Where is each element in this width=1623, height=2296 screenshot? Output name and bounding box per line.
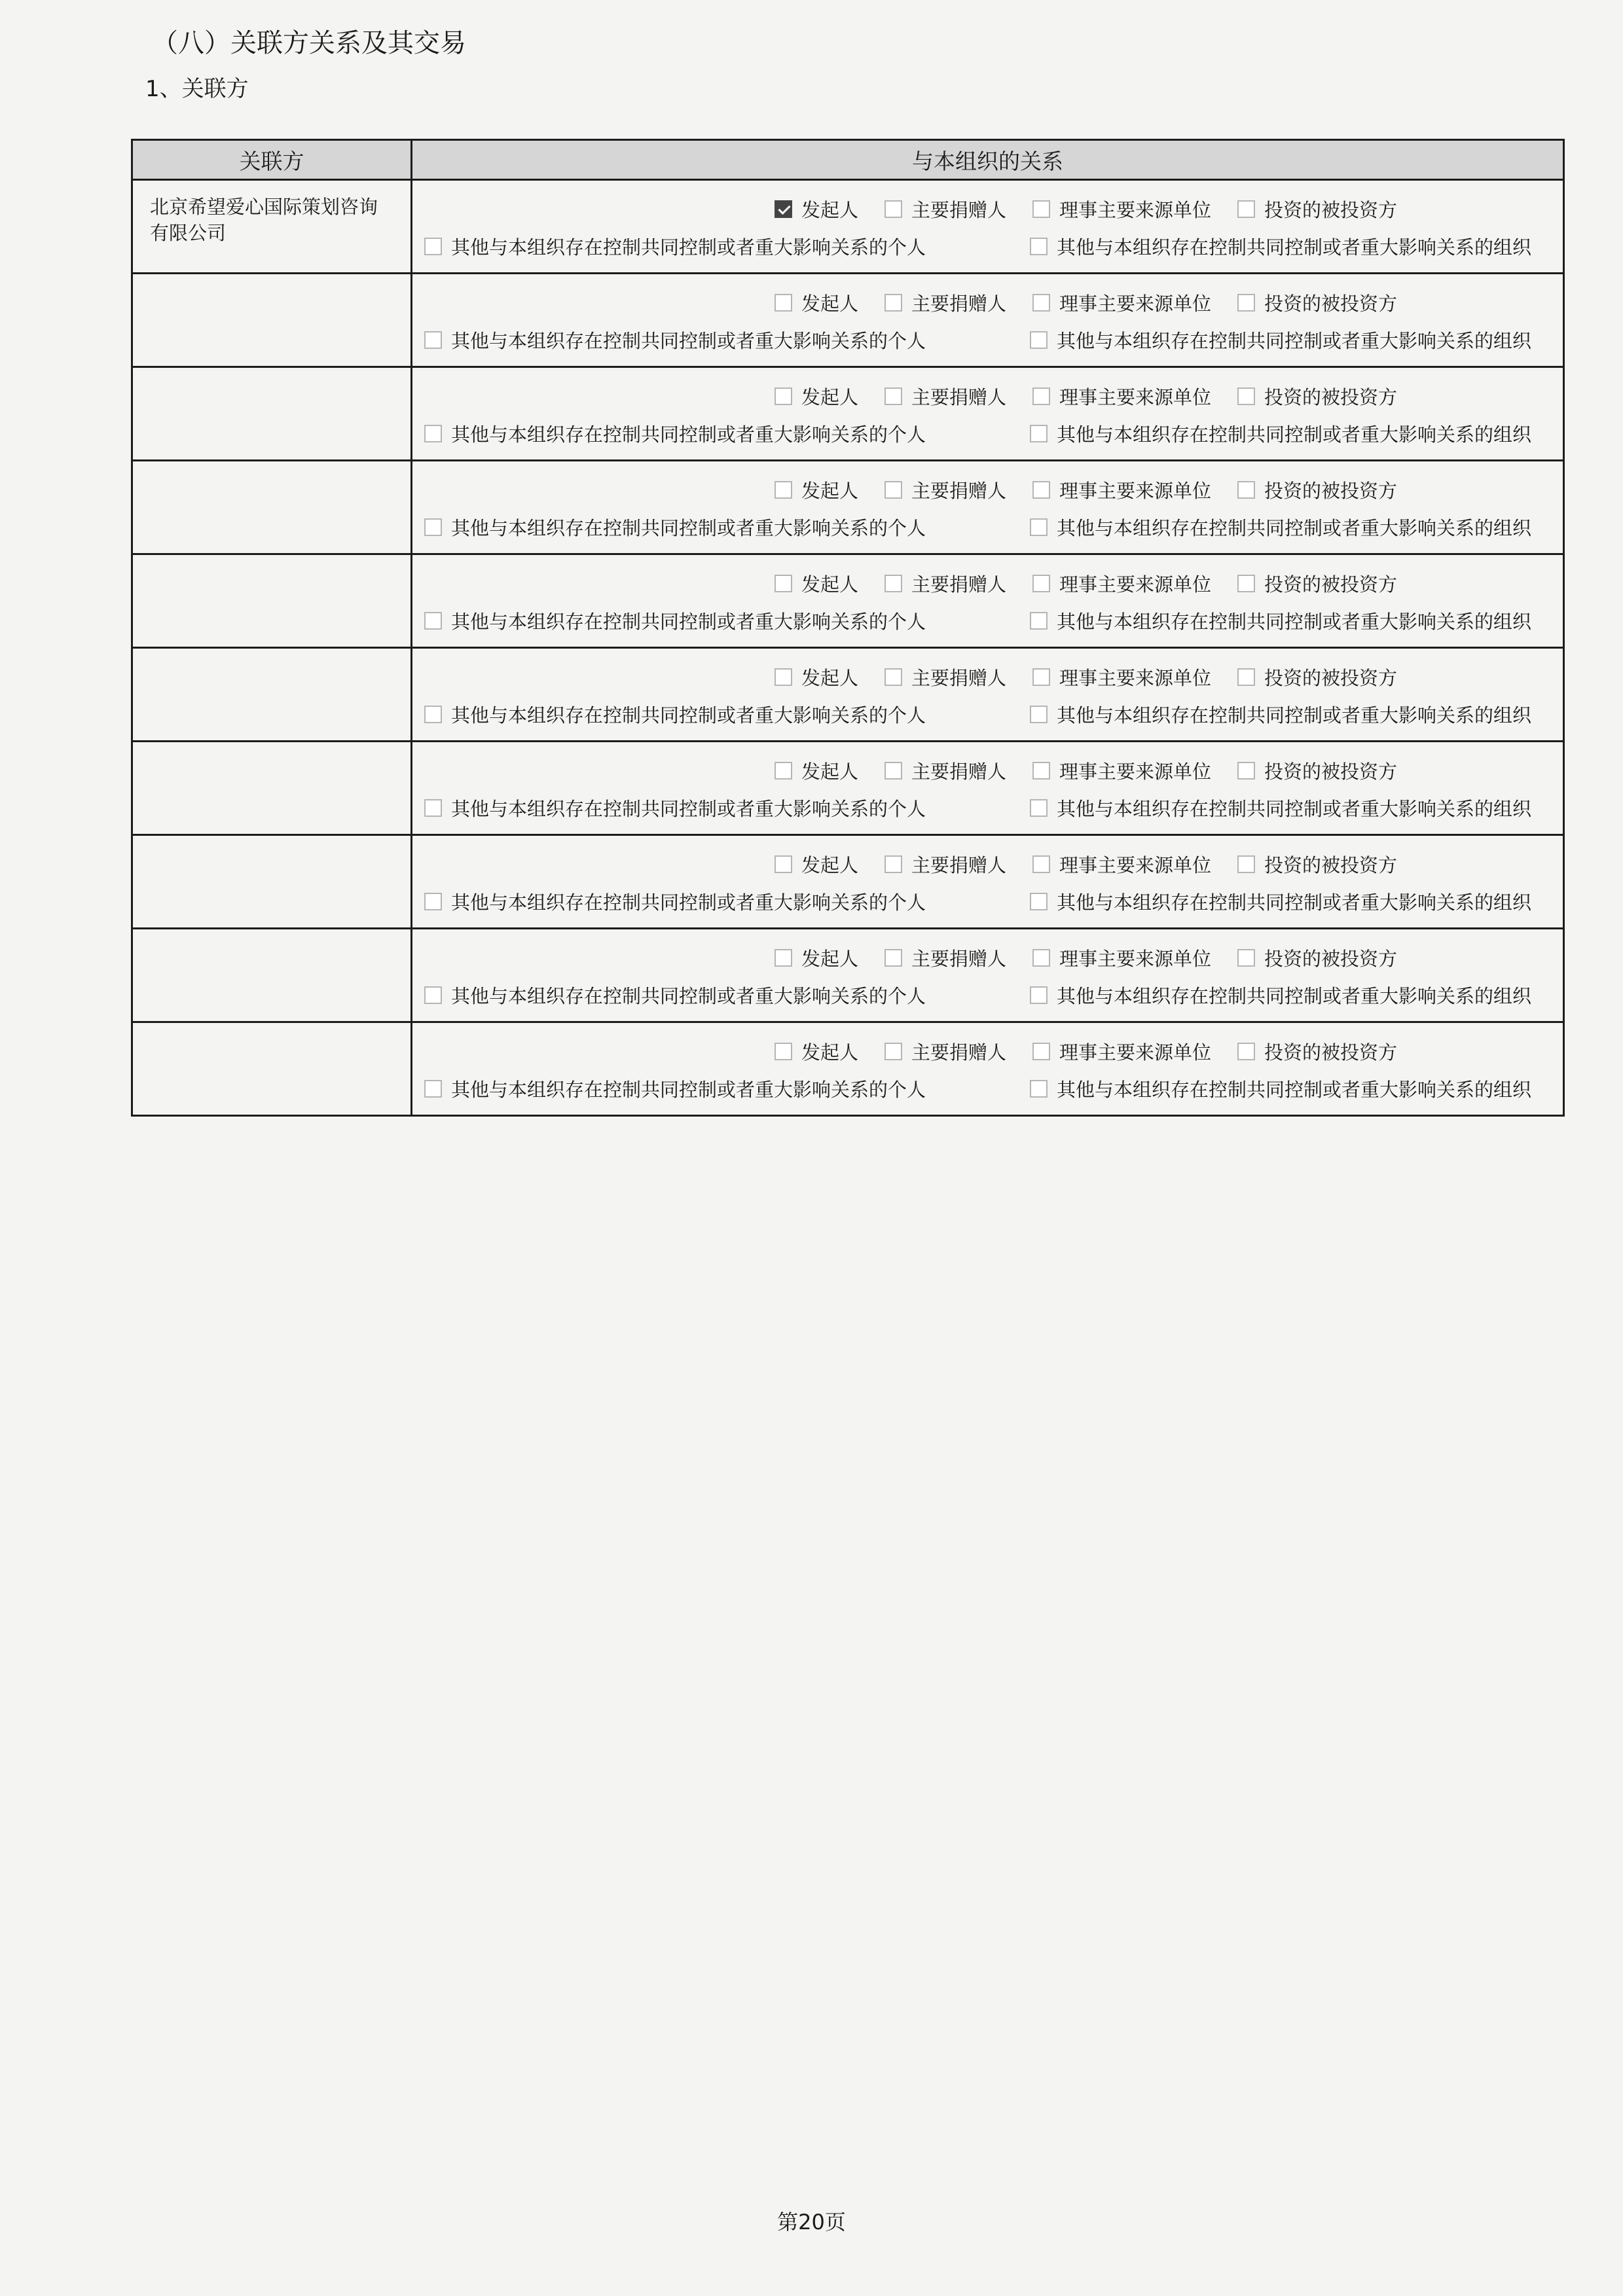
option-label: 其他与本组织存在控制共同控制或者重大影响关系的组织 (1056, 330, 1531, 352)
option-label: 主要捐赠人 (911, 293, 1006, 315)
relationship-option[interactable] (1237, 383, 1397, 410)
option-label: 主要捐赠人 (911, 1041, 1006, 1064)
option-label: 发起人 (801, 761, 858, 783)
checkbox-icon[interactable] (424, 331, 442, 349)
relationship-options (412, 367, 1564, 461)
relationship-options (412, 742, 1564, 835)
relationship-option[interactable] (1032, 851, 1211, 878)
relationship-option[interactable] (1030, 420, 1531, 447)
checkbox-icon[interactable] (1237, 1043, 1255, 1060)
option-label: 其他与本组织存在控制共同控制或者重大影响关系的个人 (451, 1079, 926, 1101)
table-row (132, 1022, 1564, 1116)
checkbox-icon[interactable] (884, 294, 902, 312)
relationship-option[interactable] (1032, 383, 1211, 410)
related-party-name (132, 554, 412, 648)
checkbox-icon[interactable] (1032, 575, 1050, 592)
options-line-2 (424, 327, 1551, 353)
option-label: 发起人 (801, 480, 858, 502)
option-label: 投资的被投资方 (1264, 1041, 1398, 1064)
relationship-option[interactable] (1032, 289, 1211, 316)
options-line-2 (424, 514, 1551, 541)
relationship-option[interactable] (775, 664, 858, 691)
checkbox-icon[interactable] (1032, 294, 1050, 312)
relationship-options (412, 461, 1564, 554)
checkbox-icon[interactable] (424, 1080, 442, 1098)
relationship-options (412, 648, 1564, 742)
options-line-2 (424, 888, 1551, 915)
checkbox-icon[interactable] (884, 387, 902, 405)
relationship-option[interactable] (884, 196, 1006, 223)
relationship-option[interactable] (1237, 196, 1397, 223)
relationship-option[interactable] (884, 851, 1006, 878)
option-label: 发起人 (801, 1041, 858, 1064)
relationship-option[interactable] (775, 944, 858, 971)
relationship-option[interactable] (884, 476, 1006, 503)
checkbox-checked-icon[interactable] (775, 200, 792, 218)
table-row (132, 835, 1564, 929)
relationship-option[interactable] (775, 1038, 858, 1065)
checkbox-icon[interactable] (1030, 238, 1048, 255)
checkbox-icon[interactable] (424, 238, 442, 255)
table-row (132, 554, 1564, 648)
option-label: 其他与本组织存在控制共同控制或者重大影响关系的组织 (1056, 704, 1531, 726)
relationship-option[interactable] (884, 1038, 1006, 1065)
checkbox-icon[interactable] (775, 575, 792, 592)
relationship-option[interactable] (1030, 888, 1531, 915)
option-label: 主要捐赠人 (911, 386, 1006, 408)
option-label: 其他与本组织存在控制共同控制或者重大影响关系的组织 (1056, 236, 1531, 259)
option-label: 其他与本组织存在控制共同控制或者重大影响关系的组织 (1056, 1079, 1531, 1101)
checkbox-icon[interactable] (775, 855, 792, 873)
relationship-option[interactable] (1030, 607, 1531, 634)
relationship-option[interactable] (1030, 795, 1531, 821)
option-label: 投资的被投资方 (1264, 293, 1398, 315)
related-party-name (132, 274, 412, 367)
options-line-1 (424, 944, 1551, 971)
option-label: 发起人 (801, 573, 858, 596)
related-party-name (132, 1022, 412, 1116)
option-label: 理事主要来源单位 (1059, 199, 1212, 221)
checkbox-icon[interactable] (1237, 575, 1255, 592)
option-label: 主要捐赠人 (911, 854, 1006, 876)
relationship-options (412, 180, 1564, 274)
relationship-options (412, 835, 1564, 929)
relationship-option[interactable] (775, 570, 858, 597)
checkbox-icon[interactable] (424, 425, 442, 442)
options-line-2 (424, 420, 1551, 447)
options-line-2 (424, 701, 1551, 728)
option-label: 其他与本组织存在控制共同控制或者重大影响关系的个人 (451, 798, 926, 820)
relationship-option[interactable] (424, 420, 926, 447)
relationship-option[interactable] (775, 757, 858, 784)
options-line-1 (424, 1038, 1551, 1065)
relationship-option[interactable] (775, 851, 858, 878)
relationship-option[interactable] (424, 327, 926, 353)
option-label: 投资的被投资方 (1264, 948, 1398, 970)
relationship-option[interactable] (424, 982, 926, 1009)
option-label: 其他与本组织存在控制共同控制或者重大影响关系的组织 (1056, 423, 1531, 446)
checkbox-icon[interactable] (1032, 668, 1050, 686)
checkbox-icon[interactable] (1237, 668, 1255, 686)
checkbox-icon[interactable] (884, 668, 902, 686)
relationship-option[interactable] (1032, 476, 1211, 503)
checkbox-icon[interactable] (884, 855, 902, 873)
options-line-2 (424, 795, 1551, 821)
table-row (132, 648, 1564, 742)
related-party-name: 北京希望爱心国际策划咨询有限公司 (132, 180, 412, 274)
option-label: 主要捐赠人 (911, 761, 1006, 783)
option-label: 理事主要来源单位 (1059, 293, 1212, 315)
relationship-option[interactable] (1032, 944, 1211, 971)
relationship-option[interactable] (1237, 570, 1397, 597)
relationship-option[interactable] (1030, 701, 1531, 728)
relationship-option[interactable] (884, 664, 1006, 691)
checkbox-icon[interactable] (424, 893, 442, 910)
checkbox-icon[interactable] (775, 949, 792, 967)
option-label: 其他与本组织存在控制共同控制或者重大影响关系的组织 (1056, 985, 1531, 1007)
option-label: 其他与本组织存在控制共同控制或者重大影响关系的组织 (1056, 517, 1531, 539)
option-label: 发起人 (801, 854, 858, 876)
checkbox-icon[interactable] (1237, 855, 1255, 873)
relationship-option[interactable] (424, 701, 926, 728)
checkbox-icon[interactable] (1032, 855, 1050, 873)
checkbox-icon[interactable] (424, 612, 442, 630)
checkbox-icon[interactable] (1030, 986, 1048, 1004)
relationship-option[interactable] (1237, 851, 1397, 878)
checkbox-icon[interactable] (1237, 949, 1255, 967)
options-line-2 (424, 982, 1551, 1009)
options-line-1 (424, 476, 1551, 503)
option-label: 其他与本组织存在控制共同控制或者重大影响关系的组织 (1056, 798, 1531, 820)
checkbox-icon[interactable] (1237, 762, 1255, 780)
option-label: 主要捐赠人 (911, 480, 1006, 502)
option-label: 投资的被投资方 (1264, 573, 1398, 596)
relationship-option[interactable] (1032, 664, 1211, 691)
option-label: 投资的被投资方 (1264, 199, 1398, 221)
checkbox-icon[interactable] (1237, 481, 1255, 499)
option-label: 其他与本组织存在控制共同控制或者重大影响关系的组织 (1056, 891, 1531, 914)
option-label: 主要捐赠人 (911, 667, 1006, 689)
relationship-option[interactable] (775, 289, 858, 316)
checkbox-icon[interactable] (884, 949, 902, 967)
option-label: 发起人 (801, 948, 858, 970)
options-line-2 (424, 1075, 1551, 1102)
related-party-name (132, 367, 412, 461)
relationship-option[interactable] (1237, 1038, 1397, 1065)
option-label: 理事主要来源单位 (1059, 386, 1212, 408)
relationship-option[interactable] (1237, 476, 1397, 503)
relationship-option[interactable] (424, 233, 926, 260)
relationship-option[interactable] (775, 476, 858, 503)
option-label: 其他与本组织存在控制共同控制或者重大影响关系的个人 (451, 236, 926, 259)
option-label: 投资的被投资方 (1264, 854, 1398, 876)
checkbox-icon[interactable] (1030, 518, 1048, 536)
option-label: 主要捐赠人 (911, 948, 1006, 970)
table-row (132, 742, 1564, 835)
relationship-option[interactable] (1032, 1038, 1211, 1065)
relationship-option[interactable] (1237, 944, 1397, 971)
option-label: 理事主要来源单位 (1059, 667, 1212, 689)
relationship-option[interactable] (1030, 233, 1531, 260)
table-row (132, 367, 1564, 461)
option-label: 投资的被投资方 (1264, 667, 1398, 689)
checkbox-icon[interactable] (1032, 387, 1050, 405)
checkbox-icon[interactable] (424, 518, 442, 536)
relationship-option[interactable] (1032, 757, 1211, 784)
checkbox-icon[interactable] (1032, 1043, 1050, 1060)
relationship-options (412, 929, 1564, 1022)
table-row (132, 461, 1564, 554)
checkbox-icon[interactable] (1032, 481, 1050, 499)
relationship-option[interactable] (884, 383, 1006, 410)
checkbox-icon[interactable] (1030, 1080, 1048, 1098)
related-party-table (131, 139, 1565, 1117)
relationship-option[interactable] (1237, 289, 1397, 316)
table-row (132, 274, 1564, 367)
option-label: 其他与本组织存在控制共同控制或者重大影响关系的个人 (451, 423, 926, 446)
relationship-option[interactable] (1237, 664, 1397, 691)
table-body (132, 180, 1564, 1116)
relationship-option[interactable] (775, 196, 858, 223)
checkbox-icon[interactable] (775, 668, 792, 686)
header-relationship: 与本组织的关系 (412, 140, 1564, 180)
checkbox-icon[interactable] (1032, 949, 1050, 967)
checkbox-icon[interactable] (775, 762, 792, 780)
checkbox-icon[interactable] (884, 762, 902, 780)
checkbox-icon[interactable] (424, 799, 442, 817)
relationship-options (412, 274, 1564, 367)
options-line-2 (424, 233, 1551, 260)
related-party-name (132, 648, 412, 742)
options-line-2 (424, 607, 1551, 634)
option-label: 其他与本组织存在控制共同控制或者重大影响关系的个人 (451, 330, 926, 352)
checkbox-icon[interactable] (1237, 294, 1255, 312)
checkbox-icon[interactable] (775, 1043, 792, 1060)
relationship-option[interactable] (1030, 327, 1531, 353)
checkbox-icon[interactable] (884, 200, 902, 218)
checkbox-icon[interactable] (1030, 706, 1048, 723)
relationship-option[interactable] (424, 795, 926, 821)
checkbox-icon[interactable] (1030, 425, 1048, 442)
option-label: 理事主要来源单位 (1059, 573, 1212, 596)
relationship-option[interactable] (424, 607, 926, 634)
option-label: 其他与本组织存在控制共同控制或者重大影响关系的组织 (1056, 611, 1531, 633)
option-label: 其他与本组织存在控制共同控制或者重大影响关系的个人 (451, 517, 926, 539)
options-line-1 (424, 196, 1551, 223)
option-label: 发起人 (801, 199, 858, 221)
relationship-option[interactable] (884, 570, 1006, 597)
relationship-option[interactable] (884, 289, 1006, 316)
relationship-option[interactable] (1030, 982, 1531, 1009)
relationship-option[interactable] (1030, 1075, 1531, 1102)
table-row (132, 929, 1564, 1022)
option-label: 投资的被投资方 (1264, 480, 1398, 502)
relationship-option[interactable] (424, 888, 926, 915)
relationship-options (412, 1022, 1564, 1116)
relationship-option[interactable] (1032, 570, 1211, 597)
table-header-row (132, 140, 1564, 180)
option-label: 投资的被投资方 (1264, 761, 1398, 783)
options-line-1 (424, 664, 1551, 691)
header-related-party: 关联方 (132, 140, 412, 180)
checkbox-icon[interactable] (1032, 762, 1050, 780)
checkbox-icon[interactable] (884, 575, 902, 592)
relationship-option[interactable] (775, 383, 858, 410)
checkbox-icon[interactable] (775, 387, 792, 405)
options-line-1 (424, 289, 1551, 316)
checkbox-icon[interactable] (1030, 799, 1048, 817)
checkbox-icon[interactable] (1237, 200, 1255, 218)
checkbox-icon[interactable] (1237, 387, 1255, 405)
relationship-options (412, 554, 1564, 648)
option-label: 理事主要来源单位 (1059, 854, 1212, 876)
relationship-option[interactable] (1237, 757, 1397, 784)
options-line-1 (424, 851, 1551, 878)
related-party-name (132, 461, 412, 554)
checkbox-icon[interactable] (884, 481, 902, 499)
relationship-option[interactable] (884, 757, 1006, 784)
option-label: 发起人 (801, 667, 858, 689)
option-label: 理事主要来源单位 (1059, 480, 1212, 502)
relationship-option[interactable] (424, 1075, 926, 1102)
options-line-1 (424, 757, 1551, 784)
option-label: 理事主要来源单位 (1059, 948, 1212, 970)
relationship-option[interactable] (1030, 514, 1531, 541)
option-label: 主要捐赠人 (911, 199, 1006, 221)
option-label: 主要捐赠人 (911, 573, 1006, 596)
checkbox-icon[interactable] (884, 1043, 902, 1060)
option-label: 其他与本组织存在控制共同控制或者重大影响关系的个人 (451, 611, 926, 633)
subsection-title: 1、关联方 (145, 76, 249, 102)
page-number: 第20页 (777, 2210, 846, 2234)
options-line-1 (424, 383, 1551, 410)
table-row (132, 180, 1564, 274)
option-label: 理事主要来源单位 (1059, 761, 1212, 783)
relationship-option[interactable] (884, 944, 1006, 971)
option-label: 其他与本组织存在控制共同控制或者重大影响关系的个人 (451, 704, 926, 726)
relationship-option[interactable] (424, 514, 926, 541)
option-label: 理事主要来源单位 (1059, 1041, 1212, 1064)
option-label: 其他与本组织存在控制共同控制或者重大影响关系的个人 (451, 891, 926, 914)
option-label: 其他与本组织存在控制共同控制或者重大影响关系的个人 (451, 985, 926, 1007)
checkbox-icon[interactable] (1032, 200, 1050, 218)
option-label: 发起人 (801, 386, 858, 408)
option-label: 投资的被投资方 (1264, 386, 1398, 408)
checkbox-icon[interactable] (775, 294, 792, 312)
checkbox-icon[interactable] (775, 481, 792, 499)
checkbox-icon[interactable] (424, 986, 442, 1004)
related-party-name (132, 835, 412, 929)
checkbox-icon[interactable] (1030, 893, 1048, 910)
checkbox-icon[interactable] (424, 706, 442, 723)
section-title: （八）关联方关系及其交易 (152, 28, 466, 58)
relationship-option[interactable] (1032, 196, 1211, 223)
checkbox-icon[interactable] (1030, 331, 1048, 349)
options-line-1 (424, 570, 1551, 597)
related-party-name (132, 929, 412, 1022)
related-party-name (132, 742, 412, 835)
option-label: 发起人 (801, 293, 858, 315)
checkbox-icon[interactable] (1030, 612, 1048, 630)
